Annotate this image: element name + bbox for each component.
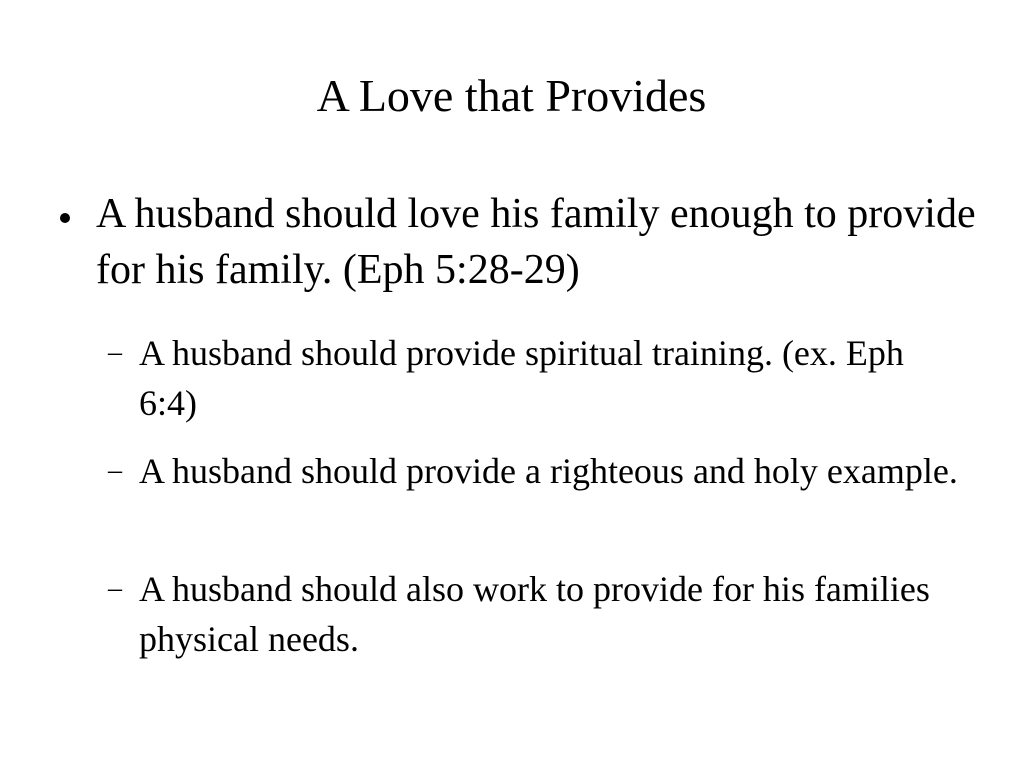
main-bullet-text: A husband should love his family enough to provide for his family. (Eph 5:28-29) (96, 191, 976, 293)
dash-icon: – (108, 455, 122, 486)
dash-icon: – (108, 573, 122, 604)
dash-icon: – (108, 337, 122, 368)
bullet-dot-icon (60, 213, 70, 223)
sub-bullet-text: A husband should provide spiritual training. (ex. Eph 6:4) (139, 333, 904, 423)
sub-bullet-text: A husband should provide a righteous and holy example. (139, 451, 958, 491)
sub-bullet-text: A husband should also work to provide for his families physical needs. (139, 569, 930, 659)
slide-title: A Love that Provides (316, 70, 707, 121)
